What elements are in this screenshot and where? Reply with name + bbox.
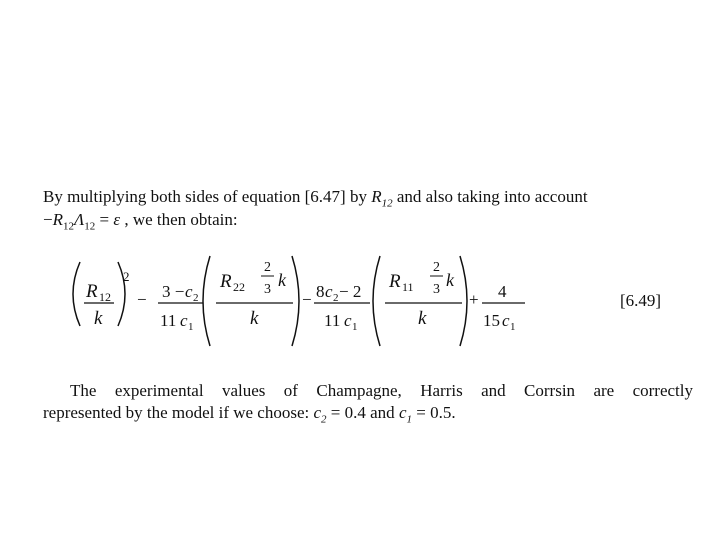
paragraph-2-line-2: represented by the model if we choose: $c_2 = 0.4$ and $c_1 = 0.5$. — [43, 403, 456, 426]
numerator-4: 4 — [498, 282, 507, 301]
paragraph-2-line-1: The experimental values of Champagne, Harris and Corrsin are correctly — [70, 381, 693, 400]
minus-sign: − — [302, 290, 312, 309]
paragraph-1-line-2: $-R_{12}\Lambda_{12} = \varepsilon$ , we then obtain: — [43, 210, 238, 233]
equation-reference: [6.47] — [304, 187, 346, 206]
k-symbol: k — [446, 270, 454, 290]
right-paren — [292, 256, 299, 346]
denominator-11: 11 — [324, 311, 341, 330]
c1-subscript: 1 — [188, 321, 194, 333]
c-symbol: c — [185, 282, 193, 301]
numerator-3-minus: 3 − — [162, 282, 185, 301]
denominator-15: 15 — [483, 311, 500, 330]
c2-subscript: 2 — [333, 292, 339, 304]
numerator-minus-2: − 2 — [339, 282, 362, 301]
numerator-8: 8 — [316, 282, 325, 301]
equation-number: [6.49] — [620, 291, 662, 310]
r11-symbol: R — [389, 271, 401, 292]
minus-sign: − — [137, 290, 147, 309]
left-paren — [203, 256, 210, 346]
c-symbol: c — [344, 311, 352, 330]
left-paren — [73, 262, 80, 326]
c-symbol: c — [180, 311, 188, 330]
c2-subscript: 2 — [193, 292, 199, 304]
r22-symbol: R — [220, 271, 232, 292]
k-symbol: k — [250, 308, 259, 329]
two-thirds-denominator: 3 — [264, 282, 271, 297]
left-paren — [373, 256, 380, 346]
c-symbol: c — [502, 311, 510, 330]
denominator-11: 11 — [160, 311, 177, 330]
c-symbol: c — [325, 282, 333, 301]
exponent: 2 — [123, 269, 130, 284]
k-symbol: k — [94, 308, 103, 329]
two-thirds-numerator: 2 — [433, 260, 440, 275]
c1-subscript: 1 — [352, 321, 358, 333]
k-symbol: k — [418, 308, 427, 329]
plus-sign: + — [469, 290, 479, 309]
r12-subscript: 12 — [99, 290, 111, 304]
two-thirds-denominator: 3 — [433, 282, 440, 297]
r11-subscript: 11 — [402, 280, 414, 294]
two-thirds-numerator: 2 — [264, 260, 271, 275]
paragraph-1-line-1: By multiplying both sides of equation [6.47] by $R_{12}$ and also taking into account — [43, 187, 588, 210]
r22-subscript: 22 — [233, 280, 245, 294]
k-symbol: k — [278, 270, 286, 290]
right-paren — [460, 256, 467, 346]
c1-subscript: 1 — [510, 321, 516, 333]
r12-symbol: R — [86, 281, 98, 302]
